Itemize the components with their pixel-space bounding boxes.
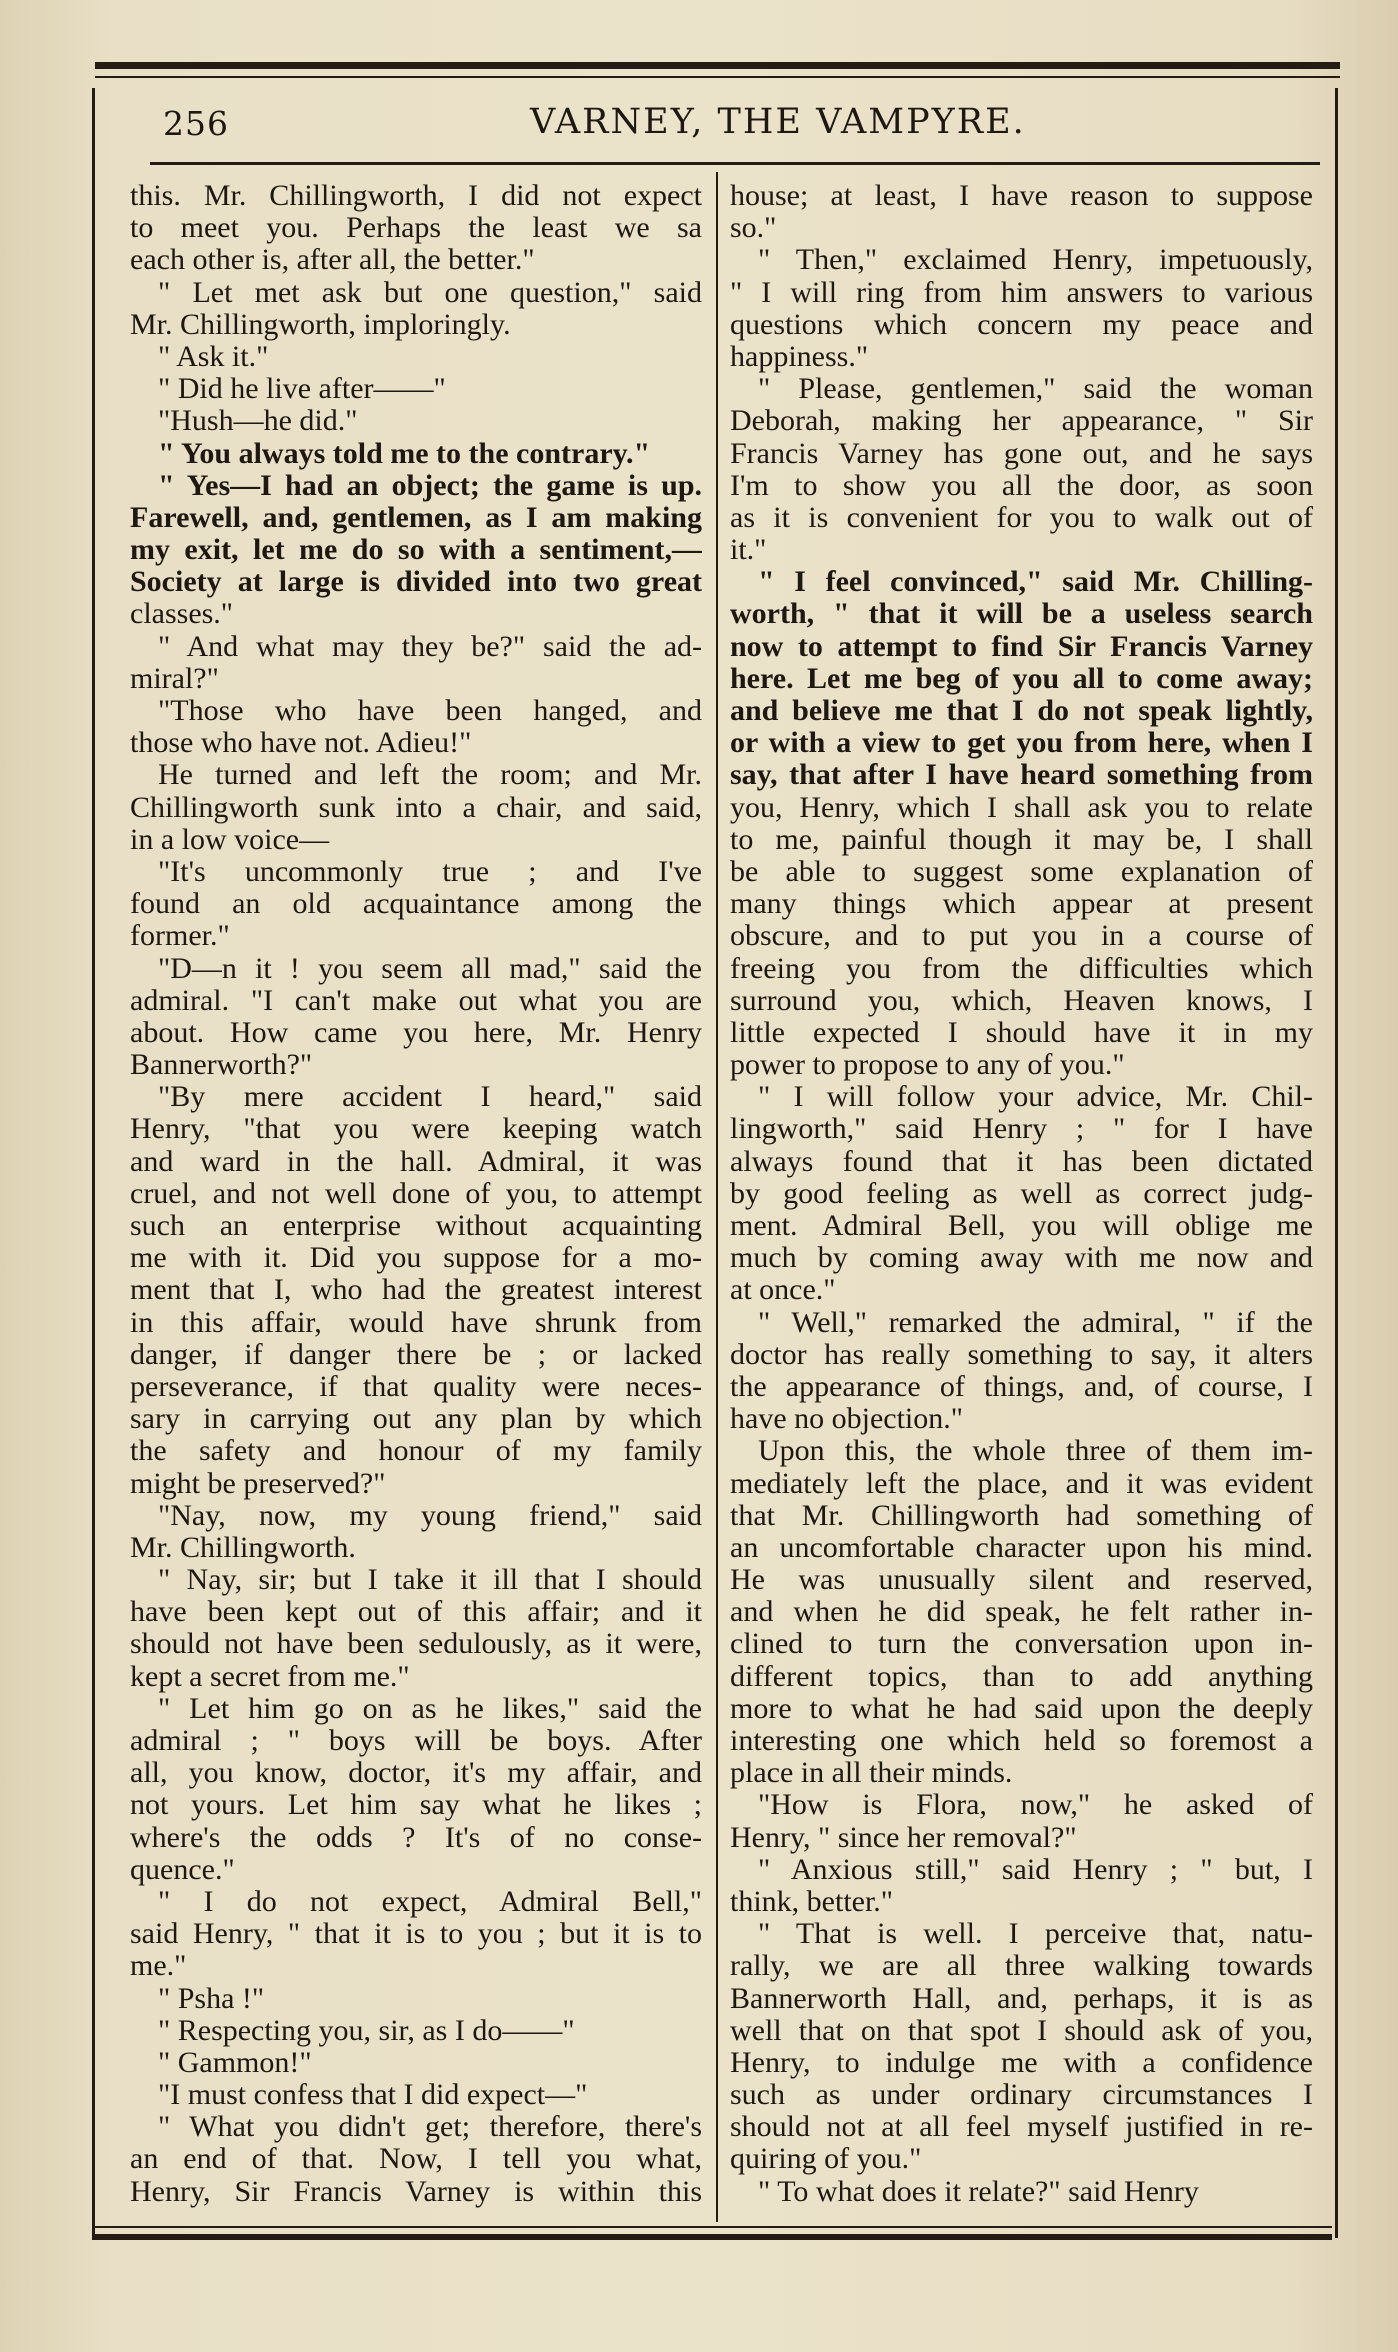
text-line: classes." <box>130 598 234 631</box>
text-line: Henry, Sir Francis Varney is within this <box>130 2175 702 2208</box>
text-line: freeing you from the difficulties which <box>730 952 1313 985</box>
text-line: by good feeling as well as correct judg- <box>730 1177 1313 1210</box>
text-line: always found that it has been dictated <box>730 1145 1313 1178</box>
text-line: " To what does it relate?" said Henry <box>758 2175 1199 2208</box>
text-line: be able to suggest some explanation of <box>730 855 1313 888</box>
text-line: "It's uncommonly true ; and I've <box>158 855 702 888</box>
text-line: my exit, let me do so with a sentiment,— <box>130 534 702 567</box>
text-line: surround you, which, Heaven knows, I <box>730 984 1313 1017</box>
text-line: " Let him go on as he likes," said the <box>158 1692 702 1725</box>
text-line: kept a secret from me." <box>130 1660 410 1693</box>
text-line: "Those who have been hanged, and <box>158 695 702 727</box>
text-line: Mr. Chillingworth. <box>130 1531 356 1564</box>
bottom-rule <box>92 2234 1332 2240</box>
text-line: and when he did speak, he felt rather in- <box>730 1596 1313 1629</box>
text-line: this. Mr. Chillingworth, I did not expect <box>130 180 702 212</box>
text-line: house; at least, I have reason to suppose <box>730 180 1313 212</box>
text-line: miral?" <box>130 662 219 695</box>
text-line: "I must confess that I did expect—" <box>158 2079 588 2112</box>
text-line: mediately left the place, and it was evident <box>730 1467 1313 1500</box>
text-line: about. How came you here, Mr. Henry <box>130 1016 702 1049</box>
text-line: "How is Flora, now," he asked of <box>758 1789 1313 1822</box>
text-line: cruel, and not well done of you, to attempt <box>130 1177 702 1210</box>
text-line: an end of that. Now, I tell you what, <box>130 2143 702 2176</box>
text-line: " I will ring from him answers to various <box>730 276 1313 309</box>
text-line: lingworth," said Henry ; " for I have <box>730 1113 1313 1146</box>
text-line: "By mere accident I heard," said <box>158 1081 702 1114</box>
text-line: " Psha !" <box>158 1982 265 2015</box>
text-line: as it is convenient for you to walk out of <box>730 501 1313 534</box>
text-line: think, better." <box>730 1885 894 1918</box>
text-line: " You always told me to the contrary." <box>158 437 651 470</box>
text-line: sary in carrying out any plan by which <box>130 1403 702 1436</box>
column-right <box>730 180 1313 2208</box>
text-line: " That is well. I perceive that, natu- <box>758 1918 1313 1951</box>
text-line: " Well," remarked the admiral, " if the <box>758 1306 1313 1339</box>
text-line: much by coming away with me now and <box>730 1242 1313 1275</box>
text-line: should not at all feel myself justified in re- <box>730 2111 1313 2144</box>
text-line: more to what he had said upon the deeply <box>730 1692 1313 1725</box>
text-line: have been kept out of this affair; and it <box>130 1596 702 1629</box>
text-line: interesting one which held so foremost a <box>730 1725 1313 1757</box>
text-line: found an old acquaintance among the <box>130 888 702 921</box>
text-line: ment that I, who had the greatest interest <box>130 1274 702 1307</box>
text-line: admiral ; " boys will be boys. After <box>130 1725 702 1757</box>
text-line: "D—n it ! you seem all mad," said the <box>158 952 702 985</box>
running-title: VARNEY, THE VAMPYRE. <box>530 102 1026 142</box>
text-line: little expected I should have it in my <box>730 1016 1313 1049</box>
text-line: place in all their minds. <box>730 1757 1013 1790</box>
text-line: " Did he live after——" <box>158 373 446 406</box>
text-line: Deborah, making her appearance, " Sir <box>730 405 1313 438</box>
text-line: danger, if danger there be ; or lacked <box>130 1338 702 1371</box>
text-line: and believe me that I do not speak lightly, <box>730 695 1313 727</box>
text-line: such an enterprise without acquainting <box>130 1210 702 1242</box>
header-rule <box>150 162 1320 165</box>
text-line: in this affair, would have shrunk from <box>130 1306 702 1339</box>
top-rule <box>95 62 1340 69</box>
text-line: " I do not expect, Admiral Bell," <box>158 1885 702 1918</box>
text-line: or with a view to get you from here, when I <box>730 727 1313 760</box>
text-line: different topics, than to add anything <box>730 1660 1313 1693</box>
text-line: "Nay, now, my young friend," said <box>158 1499 702 1532</box>
text-line: it." <box>730 534 767 567</box>
text-line: say, that after I have heard something from <box>730 759 1313 792</box>
text-line: you, Henry, which I shall ask you to relate <box>730 791 1313 824</box>
text-line: rally, we are all three walking towards <box>730 1950 1313 1983</box>
text-line: each other is, after all, the better." <box>130 244 535 277</box>
text-line: Bannerworth Hall, and, perhaps, it is as <box>730 1982 1313 2015</box>
text-line: ment. Admiral Bell, you will oblige me <box>730 1210 1313 1242</box>
text-line: admiral. "I can't make out what you are <box>130 984 702 1017</box>
text-line: here. Let me beg of you all to come away; <box>730 662 1313 695</box>
text-line: now to attempt to find Sir Francis Varney <box>730 630 1313 663</box>
text-line: " Respecting you, sir, as I do——" <box>158 2014 575 2047</box>
text-line: doctor has really something to say, it alters <box>730 1338 1313 1371</box>
text-line: " I feel convinced," said Mr. Chilling- <box>758 566 1313 599</box>
text-line: happiness." <box>730 340 869 373</box>
text-line: Francis Varney has gone out, and he says <box>730 437 1313 470</box>
text-line: the appearance of things, and, of course, I <box>730 1370 1313 1403</box>
text-line: said Henry, " that it is to you ; but it is to <box>130 1918 702 1951</box>
right-border-rule <box>1335 88 1338 2238</box>
text-line: Henry, "that you were keeping watch <box>130 1113 702 1146</box>
column-divider <box>716 172 718 2222</box>
text-line: Chillingworth sunk into a chair, and said, <box>130 791 702 824</box>
text-line: perseverance, if that quality were neces- <box>130 1370 702 1403</box>
text-line: have no objection." <box>730 1403 964 1436</box>
text-line: " And what may they be?" said the ad- <box>158 630 702 663</box>
text-line: clined to turn the conversation upon in- <box>730 1628 1313 1661</box>
top-rule-thin <box>95 76 1340 78</box>
text-line: the safety and honour of my family <box>130 1435 702 1468</box>
text-line: so." <box>730 212 777 245</box>
text-line: " Then," exclaimed Henry, impetuously, <box>758 244 1313 277</box>
text-line: me with it. Did you suppose for a mo- <box>130 1242 702 1275</box>
text-line: to me, painful though it may be, I shall <box>730 823 1313 856</box>
text-line: I'm to show you all the door, as soon <box>730 469 1313 502</box>
text-line: in a low voice— <box>130 823 330 856</box>
text-line: should not have been sedulously, as it were, <box>130 1628 702 1661</box>
text-line: " Let met ask but one question," said <box>158 276 702 309</box>
text-line: " Anxious still," said Henry ; " but, I <box>758 1853 1313 1886</box>
text-line: Henry, to indulge me with a confidence <box>730 2046 1313 2079</box>
text-line: quiring of you." <box>730 2143 922 2176</box>
text-line: not yours. Let him say what he likes ; <box>130 1789 702 1822</box>
text-line: might be preserved?" <box>130 1467 386 1500</box>
text-line: " Ask it." <box>158 340 269 373</box>
text-line: " What you didn't get; therefore, there's <box>158 2111 702 2144</box>
text-line: all, you know, doctor, it's my affair, and <box>130 1757 702 1790</box>
text-line: " Nay, sir; but I take it ill that I should <box>158 1564 702 1597</box>
text-line: many things which appear at present <box>730 888 1313 921</box>
text-line: " I will follow your advice, Mr. Chil- <box>758 1081 1313 1114</box>
text-line: obscure, and to put you in a course of <box>730 920 1313 953</box>
text-line: to meet you. Perhaps the least we sa <box>130 212 702 245</box>
text-line: well that on that spot I should ask of you, <box>730 2014 1313 2047</box>
text-line: power to propose to any of you." <box>730 1049 1125 1082</box>
text-line: " Gammon!" <box>158 2046 312 2079</box>
text-line: those who have not. Adieu!" <box>130 727 472 760</box>
text-line: such as under ordinary circumstances I <box>730 2079 1313 2112</box>
text-line: where's the odds ? It's of no conse- <box>130 1821 702 1854</box>
text-line: "Hush—he did." <box>158 405 358 438</box>
column-left <box>130 180 702 2208</box>
text-line: He was unusually silent and reserved, <box>730 1564 1313 1597</box>
text-line: that Mr. Chillingworth had something of <box>730 1499 1313 1532</box>
text-line: former." <box>130 920 230 953</box>
left-border-rule <box>92 88 95 2238</box>
text-line: Farewell, and, gentlemen, as I am making <box>130 501 702 534</box>
text-line: worth, " that it will be a useless search <box>730 598 1313 631</box>
text-line: Mr. Chillingworth, imploringly. <box>130 308 511 341</box>
page-number: 256 <box>163 104 229 143</box>
text-line: an uncomfortable character upon his mind. <box>730 1531 1313 1564</box>
text-line: questions which concern my peace and <box>730 308 1313 341</box>
text-line: Society at large is divided into two great <box>130 566 702 599</box>
text-line: He turned and left the room; and Mr. <box>158 759 702 792</box>
text-line: me." <box>130 1950 187 1983</box>
text-line: " Please, gentlemen," said the woman <box>758 373 1313 406</box>
bottom-rule-thin <box>92 2226 1332 2228</box>
text-line: Henry, " since her removal?" <box>730 1821 1077 1854</box>
text-line: quence." <box>130 1853 235 1886</box>
text-line: Bannerworth?" <box>130 1049 313 1082</box>
text-line: at once." <box>730 1274 836 1307</box>
text-line: and ward in the hall. Admiral, it was <box>130 1145 702 1178</box>
text-line: Upon this, the whole three of them im- <box>758 1435 1313 1468</box>
text-line: " Yes—I had an object; the game is up. <box>158 469 702 502</box>
